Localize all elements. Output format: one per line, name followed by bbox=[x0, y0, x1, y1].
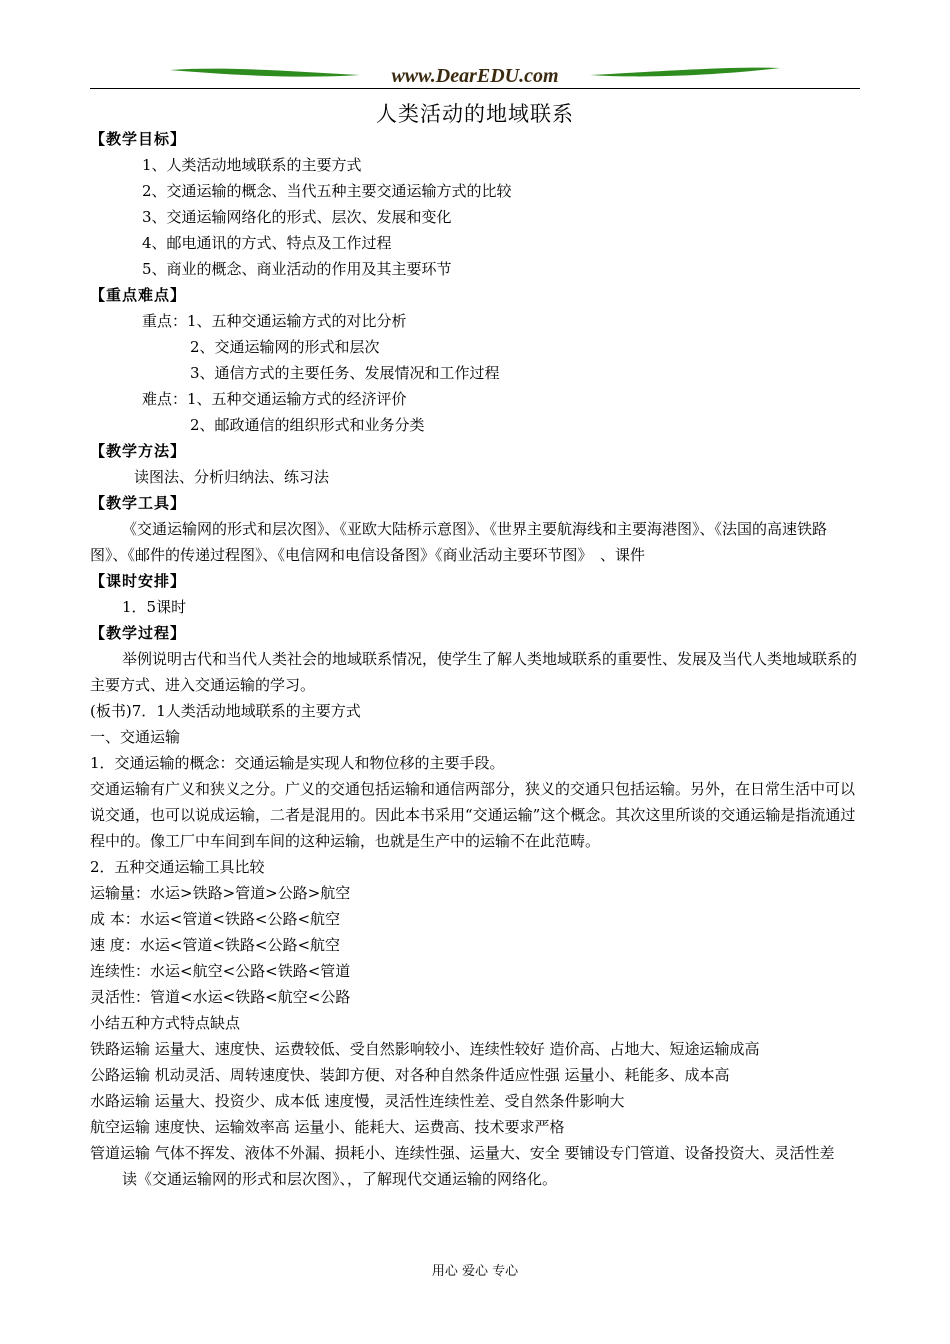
header-logo bbox=[170, 62, 780, 90]
section-heading-tools: 【教学工具】 bbox=[90, 494, 187, 512]
logo-swoosh-right bbox=[590, 68, 780, 77]
logo-swoosh-left bbox=[170, 69, 360, 77]
comparison-line: 成 本：水运<管道<铁路<公路<航空 bbox=[90, 910, 341, 928]
comparison-line: 灵活性：管道<水运<铁路<航空<公路 bbox=[90, 988, 351, 1006]
goal-item: 5、商业的概念、商业活动的作用及其主要环节 bbox=[142, 260, 452, 278]
comparison-line: 连续性：水运<航空<公路<铁路<管道 bbox=[90, 962, 351, 980]
section-heading-process: 【教学过程】 bbox=[90, 624, 187, 642]
page-footer: 用心 爱心 专心 bbox=[431, 1264, 519, 1279]
document-title: 人类活动的地域联系 bbox=[376, 102, 574, 126]
compare-title: 2．五种交通运输工具比较 bbox=[90, 858, 265, 876]
difficulty-line: 2、邮政通信的组织形式和业务分类 bbox=[190, 416, 425, 434]
logo-text: www.DearEDU.com bbox=[391, 65, 559, 87]
concept-detail: 交通运输有广义和狭义之分。广义的交通包括运输和通信两部分，狭义的交通只包括运输。另外，在日常生活中可以说交通，也可以说成运输，二者是混用的。因此本书采用“交通运输”这个概念。其次这里所谈的交通运输是指流通过程中的。像工厂中车间到车间的这种运输，也就是生产中的运输不在此范畴。 bbox=[90, 780, 856, 850]
goal-item: 1、人类活动地域联系的主要方式 bbox=[142, 156, 362, 174]
board-note: (板书)7．1人类活动地域联系的主要方式 bbox=[90, 702, 361, 720]
concept-line: 1．交通运输的概念：交通运输是实现人和物位移的主要手段。 bbox=[90, 754, 505, 772]
mode-line: 铁路运输 运量大、速度快、运费较低、受自然影响较小、连续性较好 造价高、占地大、短途运输成高 bbox=[90, 1040, 760, 1058]
section-heading-schedule: 【课时安排】 bbox=[90, 572, 187, 590]
reading-note: 读《交通运输网的形式和层次图》、，了解现代交通运输的网络化。 bbox=[122, 1170, 558, 1188]
mode-line: 航空运输 速度快、运输效率高 运量小、能耗大、运费高、技术要求严格 bbox=[90, 1118, 565, 1136]
mode-line: 公路运输 机动灵活、周转速度快、装卸方便、对各种自然条件适应性强 运量小、耗能多、成本高 bbox=[90, 1066, 730, 1084]
schedule-text: 1．5课时 bbox=[122, 598, 187, 616]
document-body bbox=[90, 126, 862, 1192]
goal-item: 3、交通运输网络化的形式、层次、发展和变化 bbox=[142, 208, 452, 226]
header-rule bbox=[90, 88, 860, 89]
key-point-line: 2、交通运输网的形式和层次 bbox=[190, 338, 380, 356]
process-intro: 举例说明古代和当代人类社会的地域联系情况，使学生了解人类地域联系的重要性、发展及当代人类地域联系的主要方式、进入交通运输的学习。 bbox=[90, 650, 858, 694]
goal-item: 4、邮电通讯的方式、特点及工作过程 bbox=[142, 234, 392, 252]
tools-text: 《交通运输网的形式和层次图》、《亚欧大陆桥示意图》、《世界主要航海线和主要海港图》、《法国的高速铁路图》、《邮件的传递过程图》、《电信网和电信设备图》《商业活动主要环节图》 、课件 bbox=[90, 520, 828, 564]
section-heading-methods: 【教学方法】 bbox=[90, 442, 187, 460]
methods-text: 读图法、分析归纳法、练习法 bbox=[134, 468, 330, 486]
comparison-line: 速 度：水运<管道<铁路<公路<航空 bbox=[90, 936, 341, 954]
section-heading-key-points: 【重点难点】 bbox=[90, 286, 187, 304]
part-heading: 一、交通运输 bbox=[90, 728, 181, 746]
key-point-line: 重点：1、五种交通运输方式的对比分析 bbox=[142, 312, 407, 330]
difficulty-line: 难点：1、五种交通运输方式的经济评价 bbox=[142, 390, 407, 408]
section-heading-goals: 【教学目标】 bbox=[90, 130, 187, 148]
key-point-line: 3、通信方式的主要任务、发展情况和工作过程 bbox=[190, 364, 500, 382]
comparison-line: 运输量：水运>铁路>管道>公路>航空 bbox=[90, 884, 351, 902]
mode-line: 水路运输 运量大、投资少、成本低 速度慢，灵活性连续性差、受自然条件影响大 bbox=[90, 1092, 625, 1110]
goal-item: 2、交通运输的概念、当代五种主要交通运输方式的比较 bbox=[142, 182, 512, 200]
mode-line: 管道运输 气体不挥发、液体不外漏、损耗小、连续性强、运量大、安全 要铺设专门管道、设备投资大、灵活性差 bbox=[90, 1144, 835, 1162]
summary-title: 小结五种方式特点缺点 bbox=[90, 1014, 241, 1032]
